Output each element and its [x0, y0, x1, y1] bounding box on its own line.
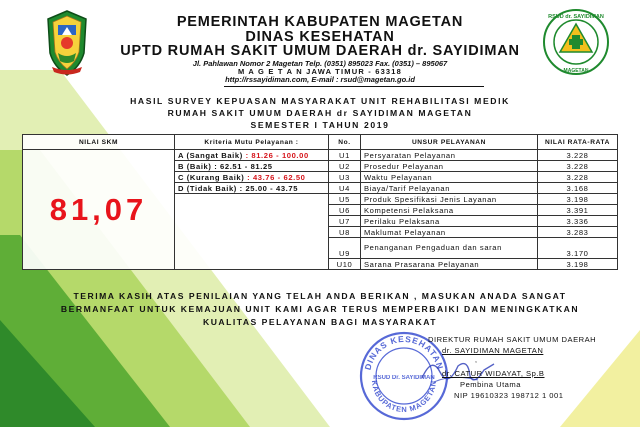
row-nilai: 3.168: [538, 183, 618, 194]
skm-score-value: 81,07: [49, 191, 148, 227]
letterhead-government: PEMERINTAH KABUPATEN MAGETAN: [176, 14, 464, 30]
row-unsur: Produk Spesifikasi Jenis Layanan: [361, 194, 538, 205]
survey-period: SEMESTER I TAHUN 2019: [250, 120, 390, 130]
letterhead-divider: [224, 86, 484, 87]
header-nilai-rata: NILAI RATA-RATA: [538, 135, 618, 150]
table-header-row: [23, 135, 618, 150]
criteria-cell: [175, 150, 329, 161]
row-unsur: Biaya/Tarif Pelayanan: [361, 183, 538, 194]
row-no: U2: [329, 161, 361, 172]
row-unsur: Prosedur Pelayanan: [361, 161, 538, 172]
criteria-range: : 25.00 - 43.75: [239, 183, 299, 193]
row-unsur: Maklumat Pelayanan: [361, 227, 538, 238]
table-row: [23, 150, 618, 161]
row-unsur: Perilaku Pelaksana: [361, 216, 538, 227]
thanks-line-1: TERIMA KASIH ATAS PENILAIAN YANG TELAH ANDA BERIKAN , MASUKAN ANADA SANGAT: [73, 291, 567, 301]
row-no: U10: [329, 259, 361, 270]
signature-title-1: DIREKTUR RUMAH SAKIT UMUM DAERAH: [428, 335, 597, 344]
row-no: U7: [329, 216, 361, 227]
criteria-label: C (Kurang Baik): [178, 172, 245, 182]
row-nilai: 3.391: [538, 205, 618, 216]
letterhead-city: M A G E T A N JAWA TIMUR - 63318: [237, 67, 403, 76]
row-unsur: Kompetensi Pelaksana: [361, 205, 538, 216]
signature-rank: Pembina Utama: [460, 380, 521, 389]
criteria-range: : 62.51 - 81.25: [214, 161, 273, 171]
bg-yellow-corner: [560, 330, 640, 427]
criteria-empty-cell: [175, 194, 329, 270]
header-kriteria: Kriteria Mutu Pelayanan :: [175, 135, 329, 150]
criteria-range: : 81.26 - 100.00: [245, 150, 309, 160]
criteria-cell: [175, 183, 329, 194]
row-nilai: 3.198: [538, 259, 618, 270]
letterhead-address: Jl. Pahlawan Nomor 2 Magetan Telp. (0351) 895023 Fax. (0351) – 895067: [192, 59, 448, 68]
criteria-label: D (Tidak Baik): [178, 183, 237, 193]
signature-nip: NIP 19610323 198712 1 001: [454, 391, 564, 400]
row-nilai: 3.228: [538, 172, 618, 183]
stamp-outer-text: DINAS KESEHATAN: [362, 333, 446, 371]
row-no: U6: [329, 205, 361, 216]
row-no: U9: [329, 238, 361, 259]
letterhead-hospital: UPTD RUMAH SAKIT UMUM DAERAH dr. SAYIDIMAN: [120, 43, 520, 59]
survey-title: HASIL SURVEY KEPUASAN MASYARAKAT UNIT REHABILITASI MEDIK: [130, 96, 510, 106]
row-unsur: Sarana Prasarana Pelayanan: [361, 259, 538, 270]
row-no: U5: [329, 194, 361, 205]
row-no: U1: [329, 150, 361, 161]
criteria-cell: [175, 161, 329, 172]
header-nilai-skm: NILAI SKM: [23, 135, 175, 150]
thanks-line-3: KUALITAS PELAYANAN BAGI MASYARAKAT: [202, 317, 438, 327]
row-nilai: 3.170: [538, 238, 618, 259]
signature-comma: ,: [475, 357, 478, 364]
criteria-label: A (Sangat Baik): [178, 150, 243, 160]
signature-title-2: dr. SAYIDIMAN MAGETAN: [442, 346, 544, 355]
criteria-cell: [175, 172, 329, 183]
right-logo-bottom-text: MAGETAN: [563, 68, 589, 74]
signature-name: dr. CATUR WIDAYAT, Sp.B: [442, 369, 545, 378]
row-nilai: 3.336: [538, 216, 618, 227]
right-logo-ring-text: RSUD dr. SAYIDIMAN: [548, 14, 604, 20]
row-no: U3: [329, 172, 361, 183]
row-unsur: Persyaratan Pelayanan: [361, 150, 538, 161]
stamp-center-text: RSUD Dr. SAYIDIMAN: [373, 375, 435, 381]
skm-score-cell: [23, 150, 175, 270]
row-nilai: 3.198: [538, 194, 618, 205]
header-unsur: UNSUR PELAYANAN: [361, 135, 538, 150]
header-no: No.: [329, 135, 361, 150]
row-nilai: 3.228: [538, 161, 618, 172]
row-no: U8: [329, 227, 361, 238]
letterhead-contact: http://rssayidiman.com, E-mail : rsud@magetan.go.id: [225, 75, 415, 84]
row-unsur: Penanganan Pengaduan dan saran: [361, 238, 538, 259]
row-unsur: Waktu Pelayanan: [361, 172, 538, 183]
row-nilai: 3.228: [538, 150, 618, 161]
letterhead-department: DINAS KESEHATAN: [245, 29, 395, 45]
survey-subtitle: RUMAH SAKIT UMUM DAERAH dr SAYIDIMAN MAGETAN: [167, 108, 473, 118]
row-nilai: 3.283: [538, 227, 618, 238]
stamp-bottom-text: KABUPATEN MAGETAN: [369, 379, 439, 415]
survey-results-table: [22, 134, 618, 270]
thanks-line-2: BERMANFAAT UNTUK KEMAJUAN UNIT KAMI AGAR TERUS MEMPERBAIKI DAN MENINGKATKAN: [60, 304, 580, 314]
row-no: U4: [329, 183, 361, 194]
criteria-label: B (Baik): [178, 161, 212, 171]
criteria-range: : 43.76 - 62.50: [247, 172, 306, 182]
